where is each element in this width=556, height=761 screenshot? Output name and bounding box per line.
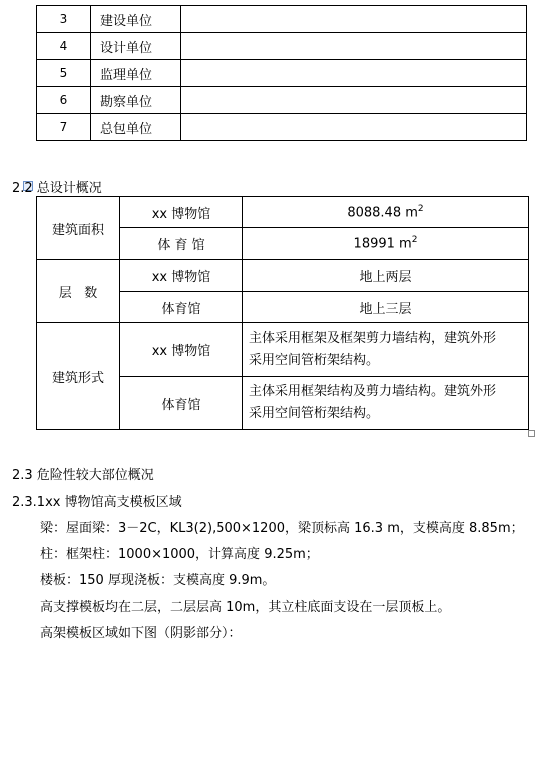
section-2-3-heading: 2.3 危险性较大部位概况 (12, 468, 154, 483)
description-line: 主体采用框架结构及剪力墙结构。建筑外形 (249, 384, 497, 399)
unit-value (181, 87, 527, 114)
unit-value (181, 114, 527, 141)
area-value: 18991 $m^2$ (243, 228, 529, 260)
row-number: 6 (37, 87, 91, 114)
units-table (36, 5, 527, 141)
building-name: 体育馆 (120, 292, 243, 323)
form-description (243, 323, 529, 377)
unit-label: 总包单位 (91, 114, 181, 141)
area-value: 8088.48 $m^2$ (243, 197, 529, 228)
unit-label: 建设单位 (91, 6, 181, 33)
table-row (37, 260, 529, 292)
support-line: 高支撑模板均在二层，二层层高 10m，其立柱底面支设在一层顶板上。 (40, 600, 451, 615)
building-name: xx 博物馆 (120, 260, 243, 292)
unit-label: 监理单位 (91, 60, 181, 87)
building-name: 体育馆 (120, 377, 243, 430)
description-line: 主体采用框架及框架剪力墙结构，建筑外形 (249, 330, 497, 346)
table-row (37, 87, 527, 114)
figure-caption-line: 高架模板区域如下图（阴影部分）： (40, 626, 242, 641)
table-row (37, 60, 527, 87)
category-floors: 层 数 (37, 260, 120, 323)
description-line: 采用空间管桁架结构。 (249, 406, 380, 421)
row-number: 3 (37, 6, 91, 33)
unit-value (181, 60, 527, 87)
row-number: 4 (37, 33, 91, 60)
table-row (37, 33, 527, 60)
column-line: 柱：框架柱：1000×1000，计算高度 9.25m； (40, 547, 319, 562)
unit-label: 勘察单位 (91, 87, 181, 114)
unit-value (181, 33, 527, 60)
table-row (37, 114, 527, 141)
building-name: xx 博物馆 (120, 323, 243, 377)
building-name: 体 育 馆 (120, 228, 243, 260)
slab-line: 楼板：150 厚现浇板：支模高度 9.9m。 (40, 573, 276, 588)
floors-value: 地上三层 (243, 292, 529, 323)
table-row (37, 6, 527, 33)
form-description (243, 377, 529, 430)
beam-line: 梁：屋面梁：3－2C，KL3(2),500×1200，梁顶标高 16.3 m，支模高度 8.85m； (40, 521, 524, 536)
description-line: 采用空间管桁架结构。 (249, 352, 380, 368)
floors-value: 地上两层 (243, 260, 529, 292)
building-name: xx 博物馆 (120, 197, 243, 228)
row-number: 5 (37, 60, 91, 87)
category-form: 建筑形式 (37, 323, 120, 430)
unit-value (181, 6, 527, 33)
table-row (37, 323, 529, 377)
design-overview-table (36, 196, 529, 430)
section-2-2-heading: 2.2 总设计概况 (12, 181, 102, 196)
section-2-3-1-heading: 2.3.1xx 博物馆高支模板区域 (12, 495, 182, 510)
table-resize-handle[interactable] (528, 430, 535, 437)
table-row (37, 197, 529, 228)
category-area: 建筑面积 (37, 197, 120, 260)
row-number: 7 (37, 114, 91, 141)
unit-label: 设计单位 (91, 33, 181, 60)
